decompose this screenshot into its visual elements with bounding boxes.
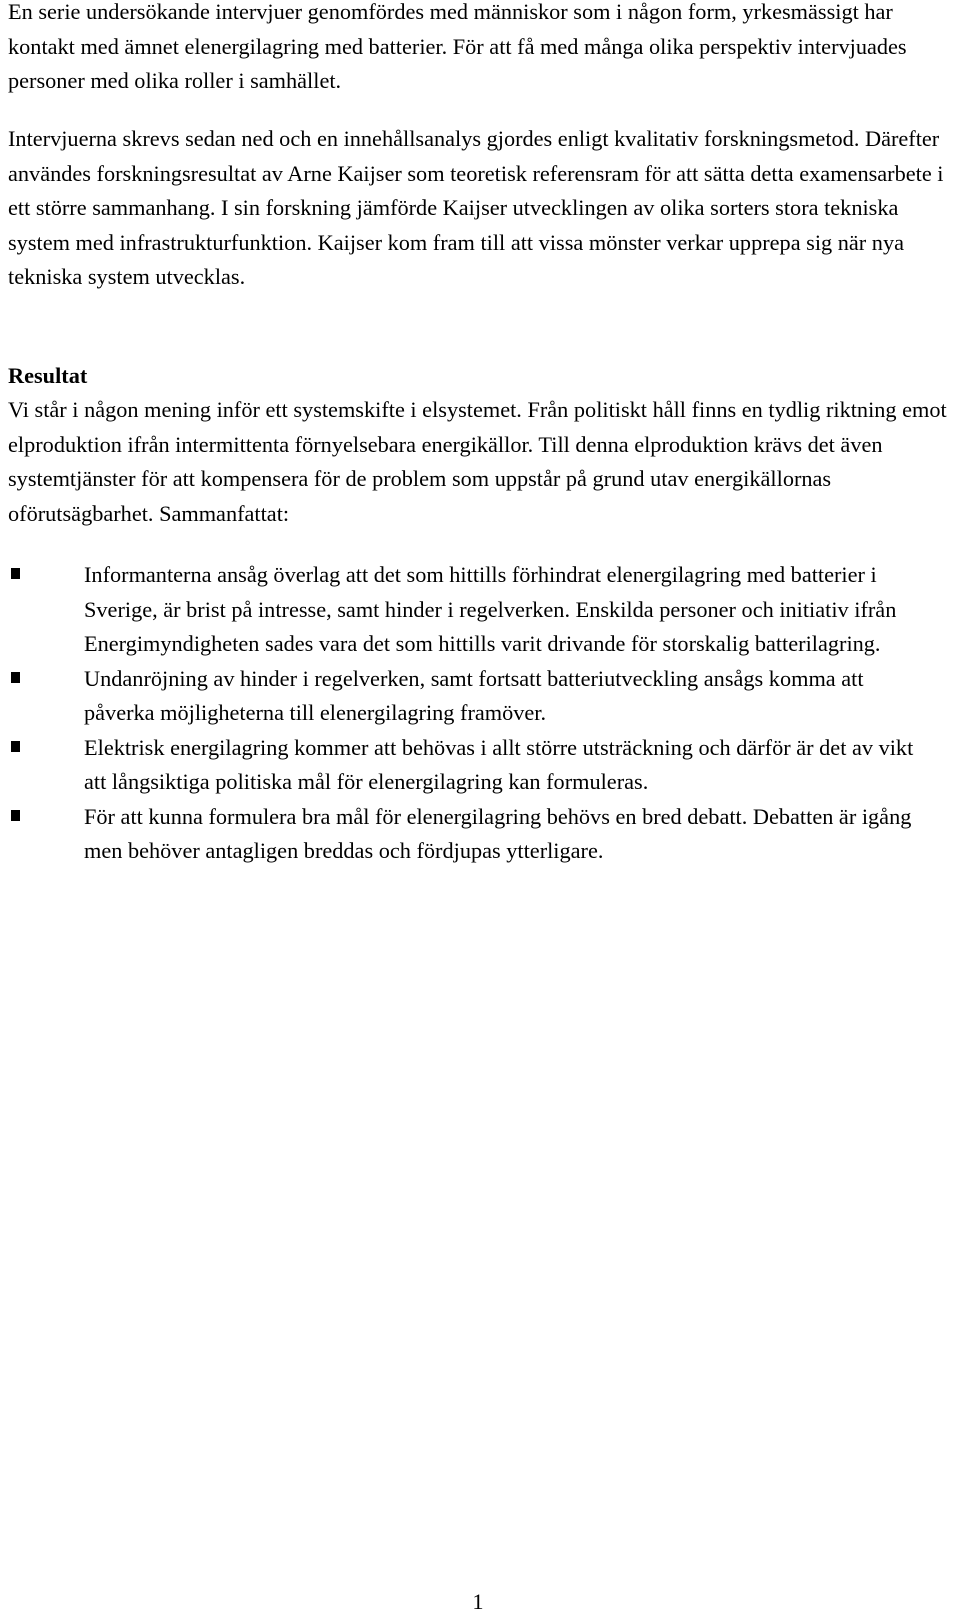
square-bullet-icon [11, 672, 20, 683]
square-bullet-icon [11, 741, 20, 752]
results-bullet-list [8, 558, 928, 869]
list-item [8, 731, 928, 800]
list-item-text: Informanterna ansåg överlag att det som hittills förhindrat elenergilagring med batterier i Sverige, är brist på intresse, samt hinder i regelverken. Enskilda personer och initiativ ifrån Energimyndigheten sades vara det som hittills varit drivande för storskalig batterilagring. [84, 562, 897, 656]
list-item [8, 558, 928, 662]
intro-paragraph: En serie undersökande intervjuer genomfördes med människor som i någon form, yrkesmässigt har kontakt med ämnet elenergilagring med batterier. För att få med många olika perspektiv intervjuades personer med olika roller i samhället. [8, 0, 907, 93]
square-bullet-icon [11, 810, 20, 821]
method-paragraph: Intervjuerna skrevs sedan ned och en innehållsanalys gjordes enligt kvalitativ forskningsmetod. Därefter användes forskningsresultat av Arne Kaijser som teoretisk referensram för att sätta detta examensarbete i ett större sammanhang. I sin forskning jämförde Kaijser utvecklingen av olika sorters stora tekniska system med infrastrukturfunktion. Kaijser kom fram till att vissa mönster verkar upprepa sig när nya tekniska system utvecklas. [8, 126, 944, 289]
list-item-text: För att kunna formulera bra mål för elenergilagring behövs en bred debatt. Debatten är igång men behöver antagligen breddas och fördjupas ytterligare. [84, 803, 912, 863]
page-number: 1 [472, 1589, 484, 1614]
list-item [8, 662, 928, 731]
list-item [8, 800, 928, 869]
list-item-text: Undanröjning av hinder i regelverken, samt fortsatt batteriutveckling ansågs komma att påverka möjligheterna till elenergilagring framöver. [84, 665, 864, 725]
results-heading: Resultat [8, 363, 88, 388]
results-summary-paragraph: Vi står i någon mening inför ett systemskifte i elsystemet. Från politiskt håll finns en tydlig riktning emot elproduktion ifrån intermittenta förnyelsebara energikällor. Till denna elproduktion krävs det även systemtjänster för att kompensera för de problem som uppstår på grund utav energikällornas oförutsägbarhet. Sammanfattat: [8, 397, 947, 526]
square-bullet-icon [11, 568, 20, 579]
list-item-text: Elektrisk energilagring kommer att behövas i allt större utsträckning och därför är det av vikt att långsiktiga politiska mål för elenergilagring kan formuleras. [84, 734, 914, 794]
